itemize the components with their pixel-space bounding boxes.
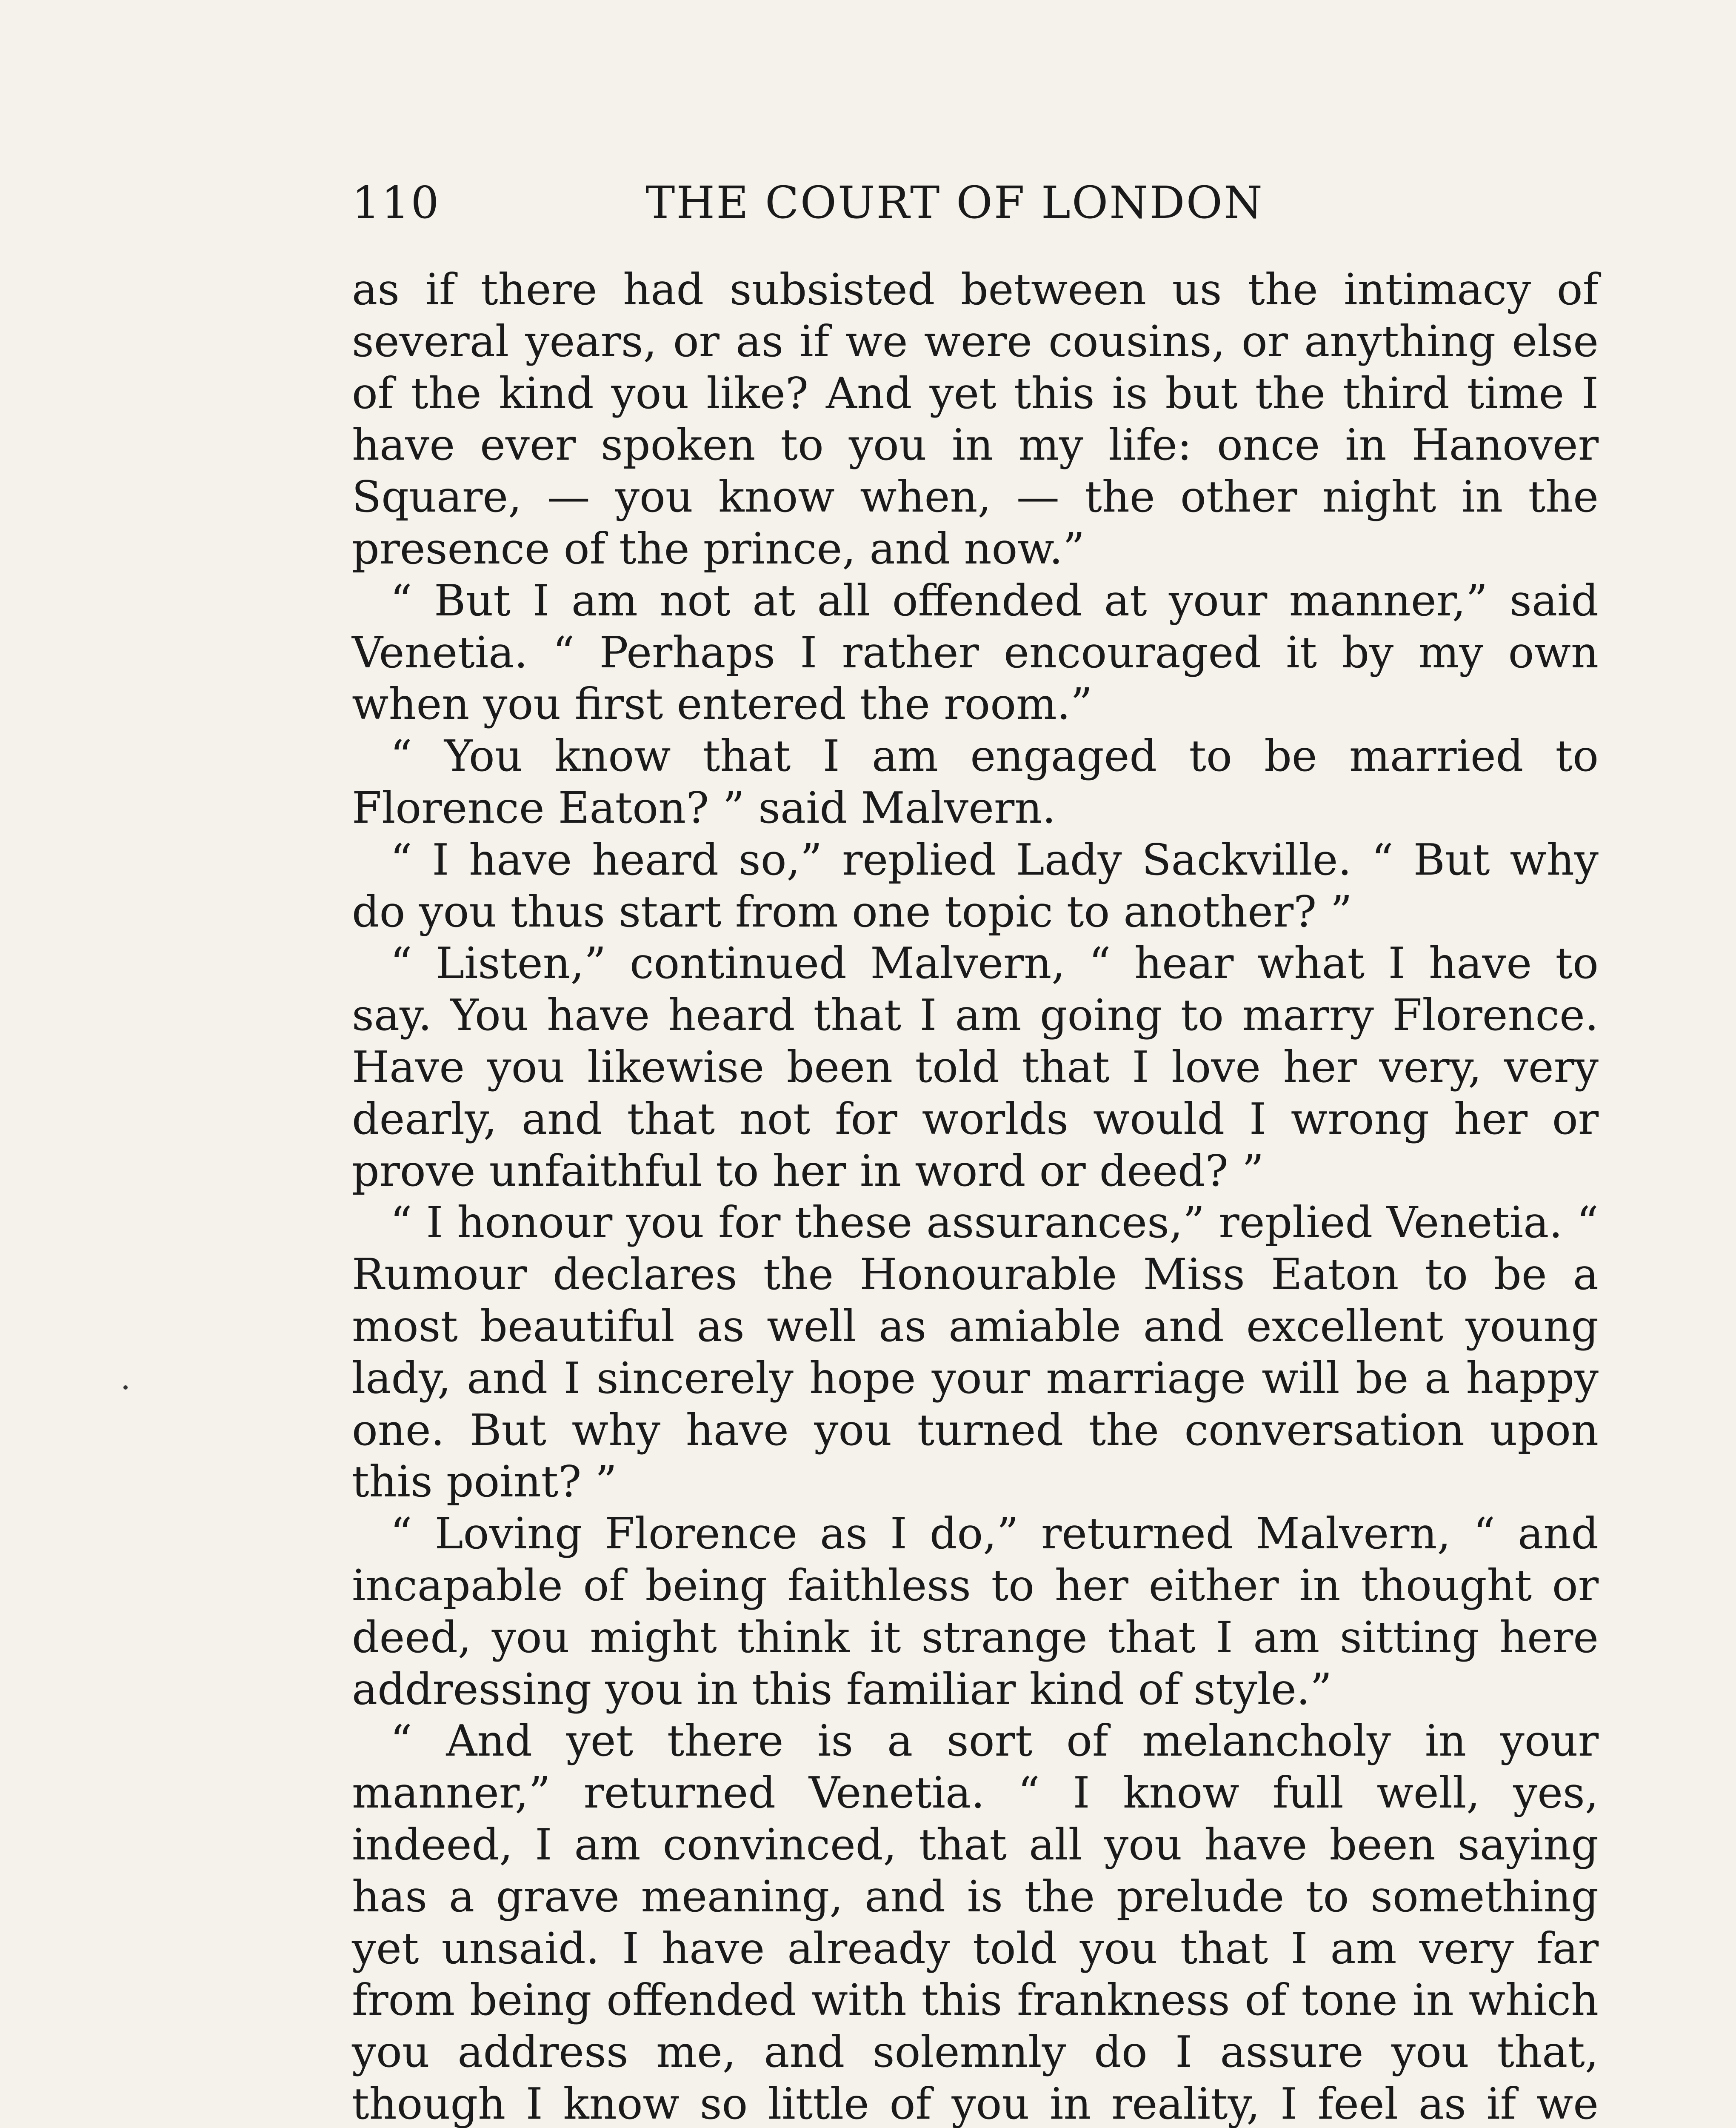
paragraph-5: “ Listen,” continued Malvern, “ hear what I have to say. You have heard that I am going to marry Florence. Have you likewise been told that I love her very, very dearly, and that not for worlds would I wrong her or prove unfaithful to her in word or deed? ” <box>352 938 1599 1196</box>
body-text <box>352 264 1599 2128</box>
paragraph-4: “ I have heard so,” replied Lady Sackville. “ But why do you thus start from one topic to another? ” <box>352 834 1599 937</box>
page-header <box>352 177 1599 240</box>
paper-speck <box>123 1385 128 1390</box>
paragraph-3: “ You know that I am engaged to be married to Florence Eaton? ” said Malvern. <box>352 731 1599 833</box>
paragraph-7: “ Loving Florence as I do,” returned Malvern, “ and incapable of being faithless to her either in thought or deed, you might think it strange that I am sitting here addressing you in this familiar kind of style.” <box>352 1508 1599 1714</box>
paragraph-6: “ I honour you for these assurances,” replied Venetia. “ Rumour declares the Honourable Miss Eaton to be a most beautiful as well as amiable and excellent young lady, and I sincerely hope your marriage will be a happy one. But why have you turned the conversation upon this point? ” <box>352 1197 1599 1507</box>
page-number: 110 <box>352 177 440 229</box>
paragraph-2: “ But I am not at all offended at your manner,” said Venetia. “ Perhaps I rather encouraged it by my own when you first entered the room.” <box>352 575 1599 729</box>
paragraph-1: as if there had subsisted between us the intimacy of several years, or as if we were cousins, or anything else of the kind you like? And yet this is but the third time I have ever spoken to you in my life: once in Hanover Square, — you know when, — the other night in the presence of the prince, and now.” <box>352 264 1599 574</box>
paragraph-8: “ And yet there is a sort of melancholy in your manner,” returned Venetia. “ I know full well, yes, indeed, I am convinced, that all you have been saying has a grave meaning, and is the prelude to something yet unsaid. I have already told you that I am very far from being offended with this frankness of tone in which you address me, and solemnly do I assure you that, though I know so little of you in reality, I feel as if we <box>352 1716 1599 2128</box>
running-title: THE COURT OF LONDON <box>645 177 1264 229</box>
